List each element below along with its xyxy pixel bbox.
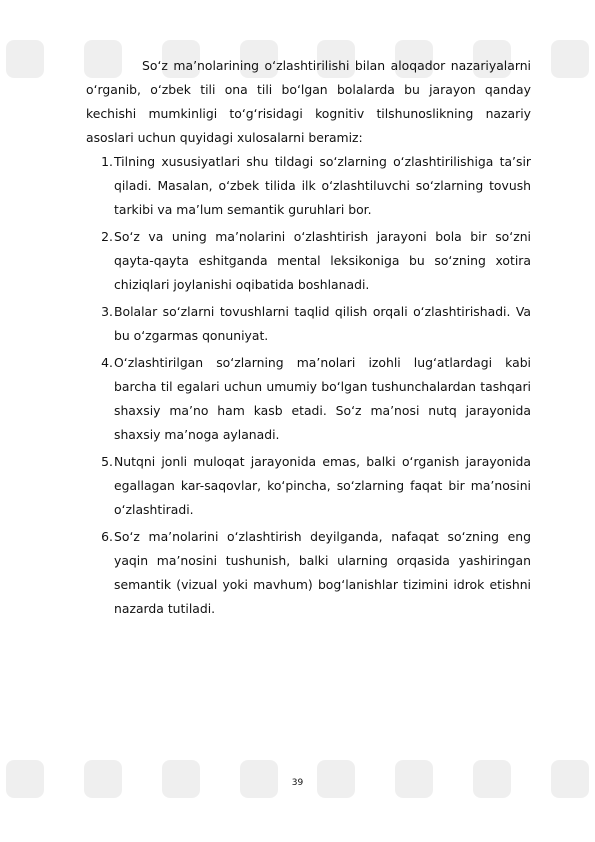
list-item-number: 5. <box>101 454 113 469</box>
document-body <box>86 54 531 624</box>
list-item-text: Bolalar so‘zlarni tovushlarni taqlid qilish orqali o‘zlashtirishadi. Va bu o‘zgarmas qonuniyat. <box>114 304 531 343</box>
list-item <box>86 300 531 348</box>
list-item-text: So‘z ma’nolarini o‘zlashtirish deyilganda, nafaqat so‘zning eng yaqin ma’nosini tushunish, balki ularning orqasida yashiringan semantik (vizual yoki mavhum) bog‘lanishlar tizimini idrok etishni nazarda tutiladi. <box>114 529 531 616</box>
list-item-number: 1. <box>101 154 113 169</box>
list-item <box>86 351 531 447</box>
list-item-number: 2. <box>101 229 113 244</box>
list-item <box>86 225 531 297</box>
list-item-number: 3. <box>101 304 113 319</box>
conclusions-list <box>86 150 531 621</box>
list-item <box>86 150 531 222</box>
list-item <box>86 525 531 621</box>
list-item-text: Tilning xususiyatlari shu tildagi so‘zlarning o‘zlashtirilishiga ta’sir qiladi. Masalan, o‘zbek tilida ilk o‘zlashtiluvchi so‘zlarning tovush tarkibi va ma’lum semantik guruhlari bor. <box>114 154 531 217</box>
list-item-number: 6. <box>101 529 113 544</box>
list-item <box>86 450 531 522</box>
page-number: 39 <box>291 778 304 788</box>
list-item-text: So‘z va uning ma’nolarini o‘zlashtirish jarayoni bola bir so‘zni qayta-qayta eshitganda mental leksikoniga bu so‘zning xotira chiziqlari joylanishi oqibatida boshlanadi. <box>114 229 531 292</box>
intro-paragraph: So‘z ma’nolarining o‘zlashtirilishi bilan aloqador nazariyalarni o‘rganib, o‘zbek tili ona tili bo‘lgan bolalarda bu jarayon qanday kechishi mumkinligi to‘g‘risidagi kognitiv tilshunoslikning nazariy asoslari uchun quyidagi xulosalarni beramiz: <box>86 58 531 145</box>
list-item-number: 4. <box>101 355 113 370</box>
list-item-text: O‘zlashtirilgan so‘zlarning ma’nolari izohli lug‘atlardagi kabi barcha til egalari uchun umumiy bo‘lgan tushunchalardan tashqari shaxsiy ma’no ham kasb etadi. So‘z ma’nosi nutq jarayonida shaxsiy ma’noga aylanadi. <box>114 355 531 442</box>
list-item-text: Nutqni jonli muloqat jarayonida emas, balki o‘rganish jarayonida egallagan kar-saqovlar, ko‘pincha, so‘zlarning faqat bir ma’nosini o‘zlashtiradi. <box>114 454 531 517</box>
watermark-mark <box>551 40 589 78</box>
watermark-mark <box>6 40 44 78</box>
